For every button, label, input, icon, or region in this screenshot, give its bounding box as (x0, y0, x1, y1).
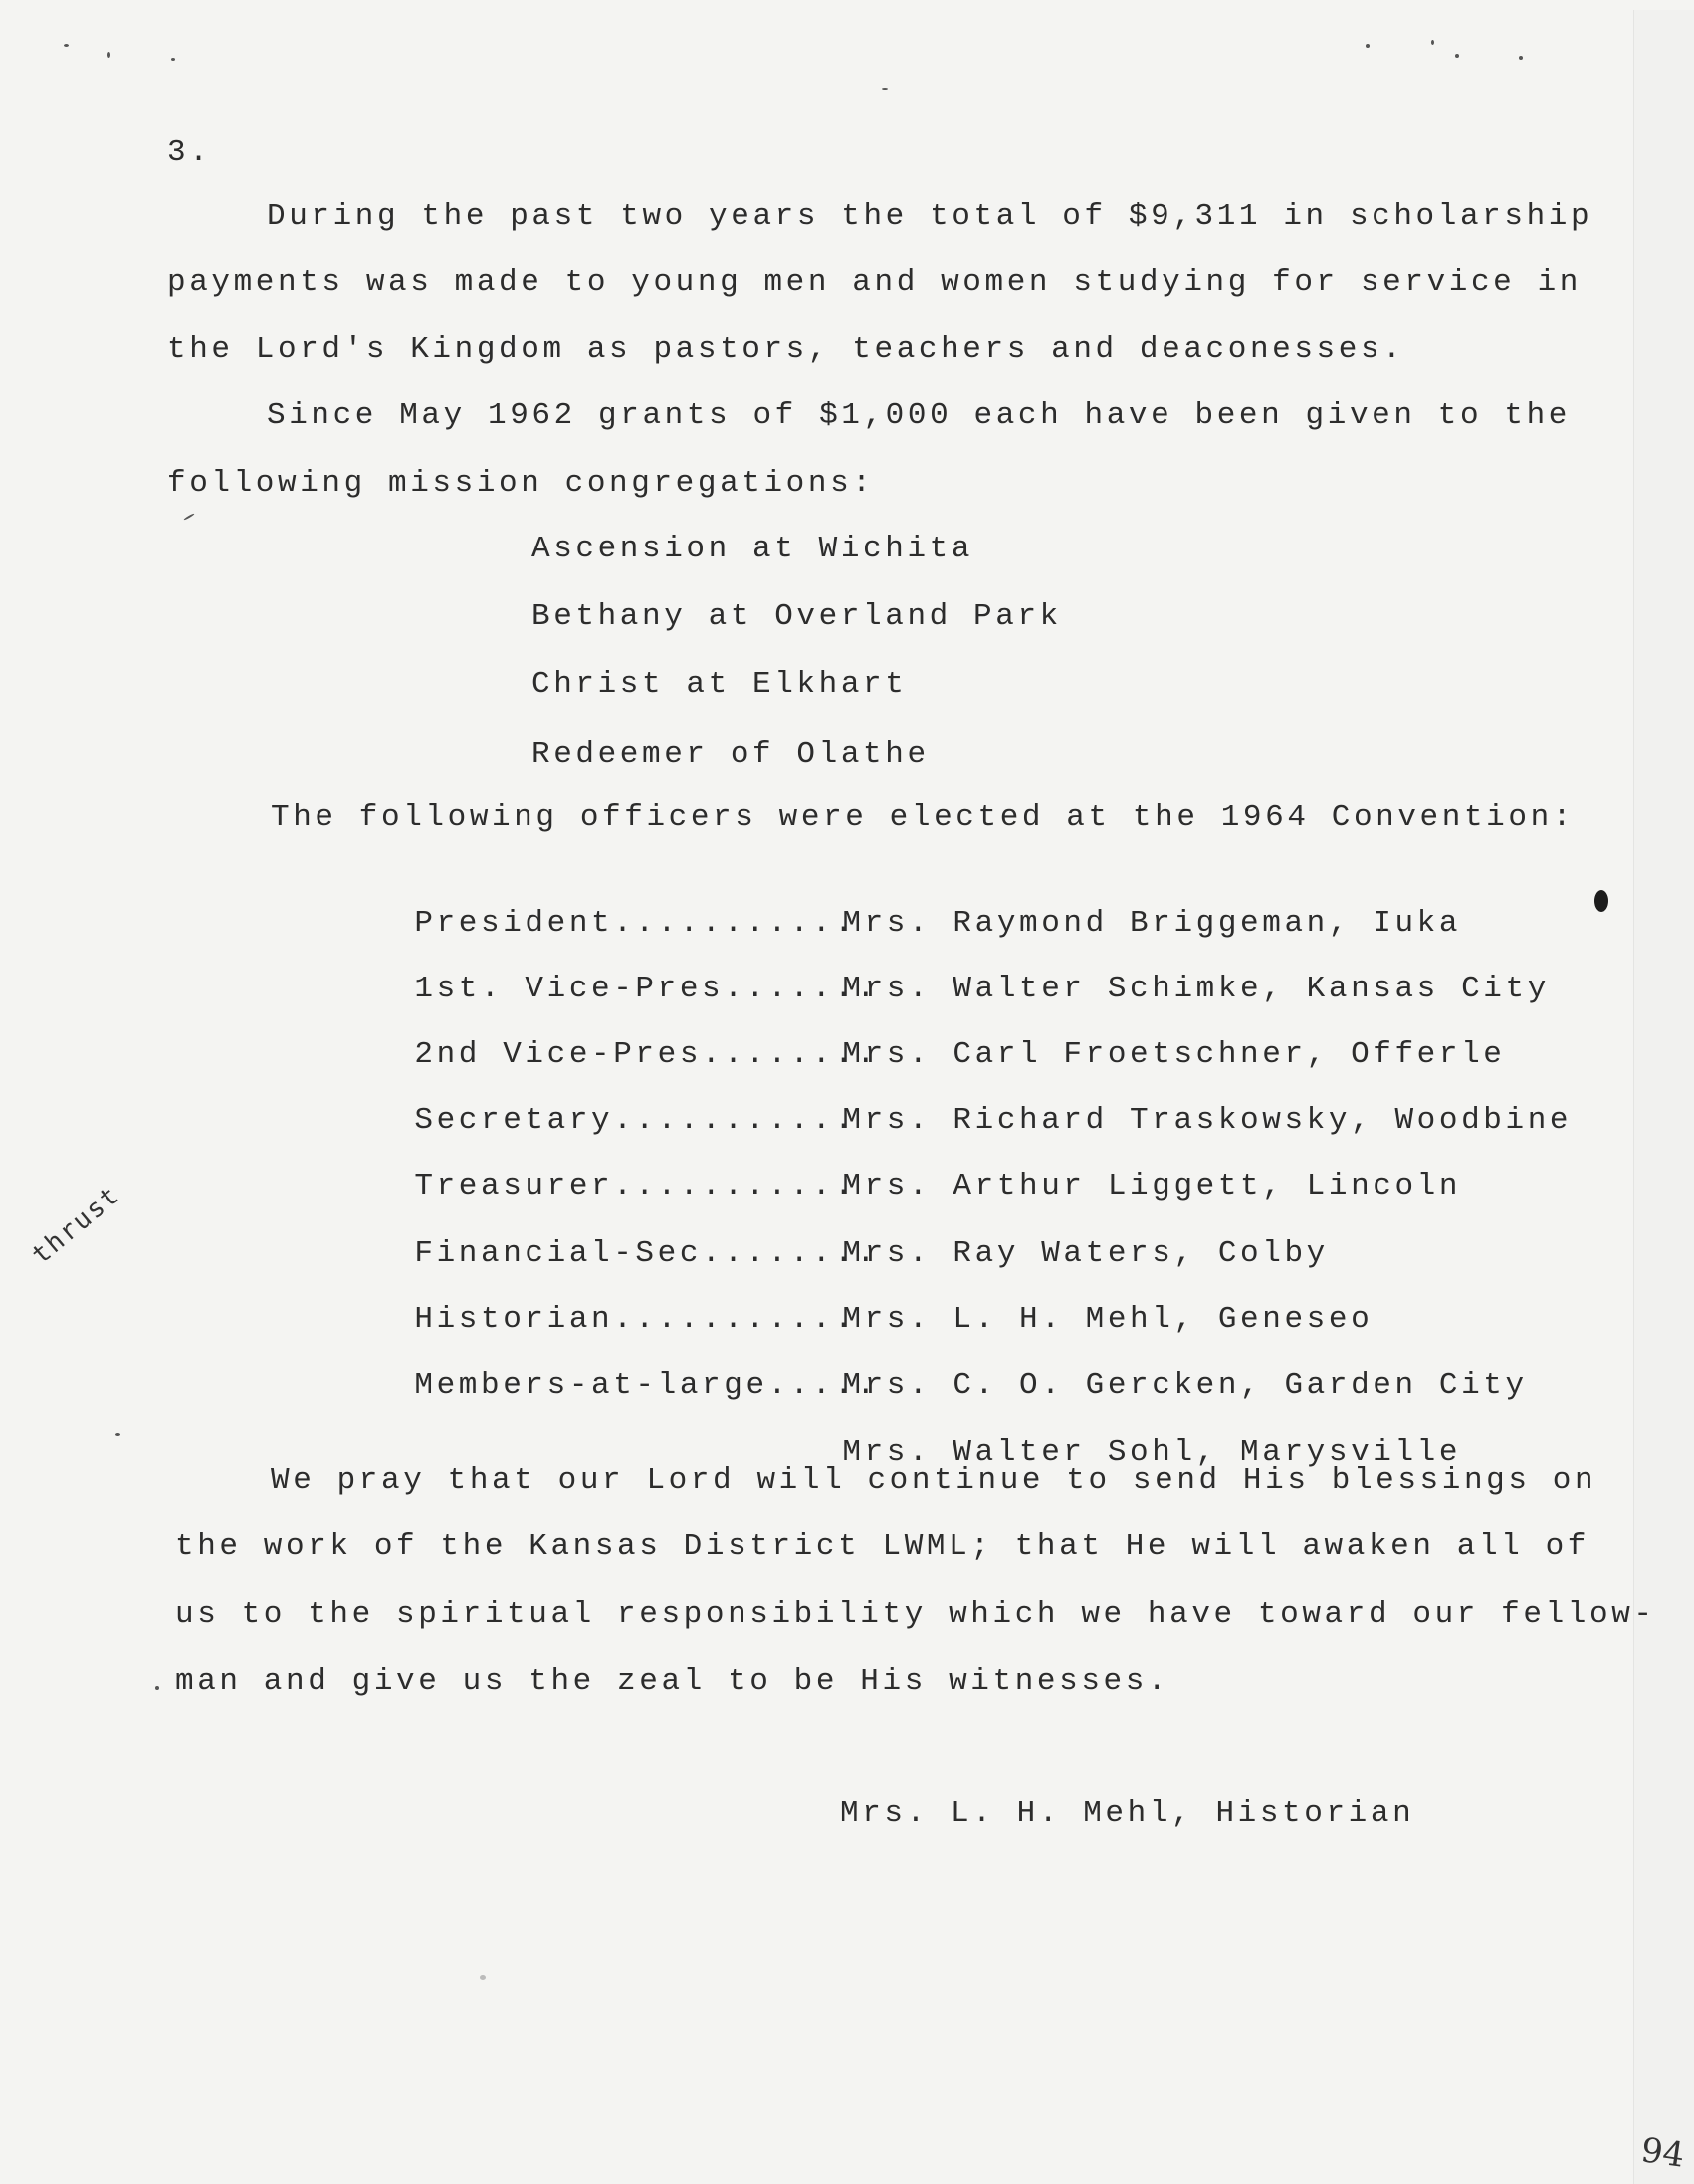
congregation-item: Ascension at Wichita (531, 532, 974, 566)
officer-name: Mrs. C. O. Gercken, Garden City (842, 1368, 1528, 1403)
officer-name: Mrs. Walter Schimke, Kansas City (842, 972, 1550, 1006)
page-edge (1633, 10, 1694, 2184)
ink-blot (1594, 890, 1608, 912)
officer-name: Mrs. Arthur Liggett, Lincoln (842, 1169, 1462, 1203)
congregation-item: Bethany at Overland Park (531, 599, 1062, 634)
officer-name: Mrs. Ray Waters, Colby (842, 1236, 1329, 1271)
paragraph-1-line-1: During the past two years the total of $9,311 in scholarship (267, 199, 1593, 234)
scan-speck (64, 44, 69, 47)
officer-title: 1st. Vice-Pres....... (414, 972, 879, 1006)
officer-title: Treasurer........... (414, 1169, 857, 1203)
closing-line-3: us to the spiritual responsibility which we have toward our fellow- (175, 1597, 1656, 1632)
paragraph-2-line-2: following mission congregations: (167, 466, 875, 501)
closing-line-2: the work of the Kansas District LWML; that He will awaken all of (175, 1529, 1589, 1564)
scan-speck (1519, 56, 1523, 60)
scan-speck (1366, 44, 1370, 48)
officer-name: Mrs. Carl Froetschner, Offerle (842, 1037, 1506, 1072)
officer-title: Members-at-large..... (414, 1368, 879, 1403)
handwritten-margin-note: thrust (26, 1180, 126, 1271)
scan-speck (1455, 54, 1459, 58)
closing-line-1: We pray that our Lord will continue to send His blessings on (271, 1463, 1597, 1498)
congregation-item: Redeemer of Olathe (531, 737, 930, 771)
scan-speck (1431, 40, 1434, 45)
scan-speck (183, 513, 194, 521)
officer-name: Mrs. L. H. Mehl, Geneseo (842, 1302, 1374, 1337)
officer-title: President........... (414, 906, 857, 941)
officer-name: Mrs. Richard Traskowsky, Woodbine (842, 1103, 1573, 1138)
scan-speck (155, 1686, 159, 1690)
paragraph-2-line-1: Since May 1962 grants of $1,000 each have been given to the (267, 398, 1571, 433)
closing-line-4: man and give us the zeal to be His witnesses. (175, 1664, 1170, 1699)
handwritten-archive-mark: 94 (1638, 2130, 1687, 2176)
scan-speck (107, 52, 110, 58)
officer-title: 2nd Vice-Pres........ (414, 1037, 879, 1072)
officer-name: Mrs. Raymond Briggeman, Iuka (842, 906, 1462, 941)
paragraph-1-line-2: payments was made to young men and women studying for service in (167, 265, 1582, 300)
congregation-item: Christ at Elkhart (531, 667, 908, 702)
scan-speck (480, 1975, 486, 1980)
page-number: 3. (167, 135, 212, 170)
officers-intro: The following officers were elected at the 1964 Convention: (271, 800, 1575, 835)
officer-name: Mrs. Walter Sohl, Marysville (842, 1435, 1462, 1470)
officer-title: Financial-Sec........ (414, 1236, 879, 1271)
signature: Mrs. L. H. Mehl, Historian (840, 1796, 1415, 1831)
paragraph-1-line-3: the Lord's Kingdom as pastors, teachers and deaconesses. (167, 332, 1405, 367)
scan-speck (171, 58, 175, 61)
officer-title: Secretary........... (414, 1103, 857, 1138)
scan-speck (115, 1433, 120, 1436)
officer-title: Historian........... (414, 1302, 857, 1337)
scan-speck (882, 88, 888, 90)
